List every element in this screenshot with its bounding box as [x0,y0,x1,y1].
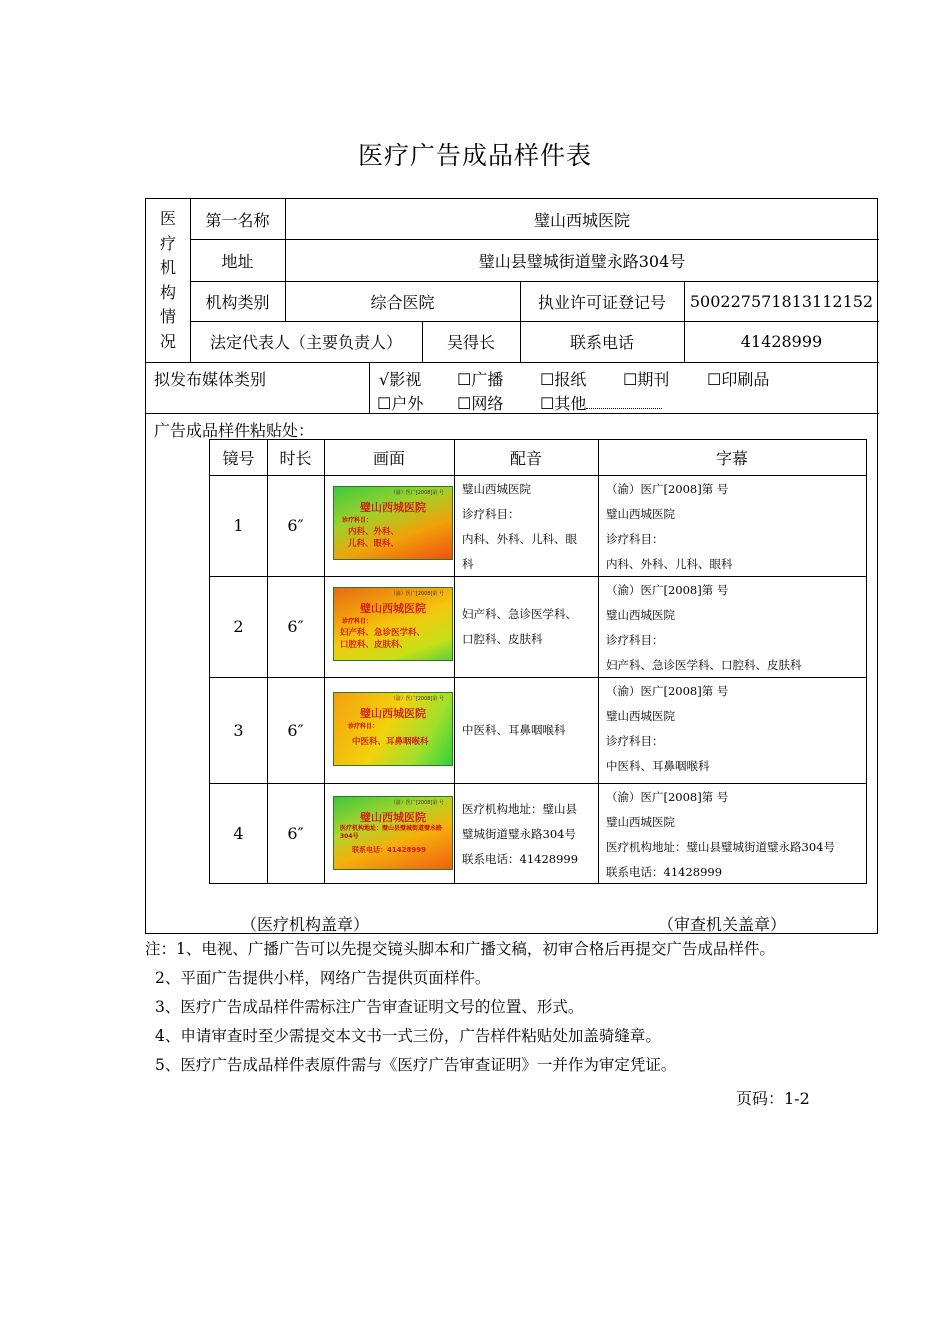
row-voice: 璧山西城医院 诊疗科目： 内科、外科、儿科、眼 科 [462,482,577,571]
row-num: 1 [233,516,244,535]
row-duration: 6″ [287,617,304,636]
ad-frame-image: （渝）医广[2008]第 号 璧山西城医院 诊疗科目： 中医科、耳鼻咽喉科 [333,692,453,766]
type-value: 综合医院 [370,292,435,312]
header-frame: 画面 [372,449,405,468]
ad-frame-image: （渝）医广[2008]第 号 璧山西城医院 医疗机构地址：璧山县璧城街道璧永路304号 联系电话：41428999 [333,796,453,870]
rep-value: 吴得长 [446,333,495,352]
row-duration: 6″ [287,720,304,740]
form-table [145,198,878,934]
row-duration: 6″ [287,823,304,843]
phone-value: 41428999 [740,332,823,351]
institution-section-label: 医 疗 机 构 情 况 [159,209,176,351]
row-subtitle: （渝）医广[2008]第 号 璧山西城医院 医疗机构地址：璧山县璧城街道璧永路304号 联系电话：41428999 [606,790,835,879]
media-label: 拟发布媒体类别 [154,370,267,389]
media-option-film[interactable]: √影视 [379,370,422,389]
type-label: 机构类别 [205,292,270,312]
notes [145,935,775,1080]
institution-stamp-label: （医疗机构盖章） [241,915,370,934]
address-value: 璧山县璧城街道璧永路304号 [478,251,686,271]
header-num: 镜号 [222,449,255,468]
name-value: 璧山西城医院 [533,210,630,230]
row-voice: 医疗机构地址：璧山县 璧城街道璧永路304号 联系电话：41428999 [462,802,579,866]
page-number: 页码：1-2 [736,1089,810,1108]
note-item: 4、申请审查时至少需提交本文书一式三份，广告样件粘贴处加盖骑缝章。 [155,1027,661,1045]
note-item: 5、医疗广告成品样件表原件需与《医疗广告审查证明》一并作为审定凭证。 [155,1056,677,1074]
note-item: 注：1、电视、广播广告可以先提交镜头脚本和广播文稿，初审合格后再提交广告成品样件。 [145,940,775,958]
media-option-periodical[interactable]: ☐期刊 [623,370,670,389]
row-subtitle: （渝）医广[2008]第 号 璧山西城医院 诊疗科目： 内科、外科、儿科、眼科 [606,482,733,571]
page-title: 医疗广告成品样件表 [357,141,592,170]
row-num: 2 [233,617,244,636]
ad-frame-image: （渝）医广[2008]第 号 璧山西城医院 诊疗科目： 妇产科、急诊医学科、 口腔科、皮肤科、 [333,587,453,661]
phone-label: 联系电话 [569,333,634,352]
row-subtitle: （渝）医广[2008]第 号 璧山西城医院 诊疗科目： 妇产科、急诊医学科、口腔科、皮肤科 [606,583,802,672]
rep-label: 法定代表人（主要负责人） [209,333,402,352]
header-voice: 配音 [509,449,542,468]
header-duration: 时长 [279,449,312,468]
row-subtitle: （渝）医广[2008]第 号 璧山西城医院 诊疗科目： 中医科、耳鼻咽喉科 [606,684,729,773]
note-item: 3、医疗广告成品样件需标注广告审查证明文号的位置、形式。 [155,998,584,1016]
name-label: 第一名称 [205,210,270,230]
row-num: 4 [233,823,244,843]
media-option-other[interactable]: ☐其他 [540,391,662,414]
license-label: 执业许可证登记号 [537,292,666,312]
sample-table [209,439,867,884]
media-option-internet[interactable]: ☐网络 [457,394,504,413]
media-option-print[interactable]: ☐印刷品 [707,370,770,389]
ad-frame-image: （渝）医广[2008]第 号 璧山西城医院 诊疗科目： 内科、外科、 儿科、眼科、 [333,486,453,560]
media-option-newspaper[interactable]: ☐报纸 [540,370,587,389]
media-option-radio[interactable]: ☐广播 [457,370,504,389]
row-voice: 中医科、耳鼻咽喉科 [462,722,566,737]
other-blank [586,394,662,409]
media-option-outdoor[interactable]: ☐户外 [377,394,424,413]
license-value: 500227571813112152 [689,291,874,311]
row-voice: 妇产科、急诊医学科、 口腔科、皮肤科 [462,606,577,646]
paste-label: 广告成品样件粘贴处： [154,421,315,440]
row-num: 3 [233,720,244,740]
header-subtitle: 字幕 [715,449,748,468]
authority-stamp-label: （审查机关盖章） [658,915,787,934]
row-duration: 6″ [287,516,304,535]
address-label: 地址 [221,251,254,271]
note-item: 2、平面广告提供小样，网络广告提供页面样件。 [155,969,491,987]
